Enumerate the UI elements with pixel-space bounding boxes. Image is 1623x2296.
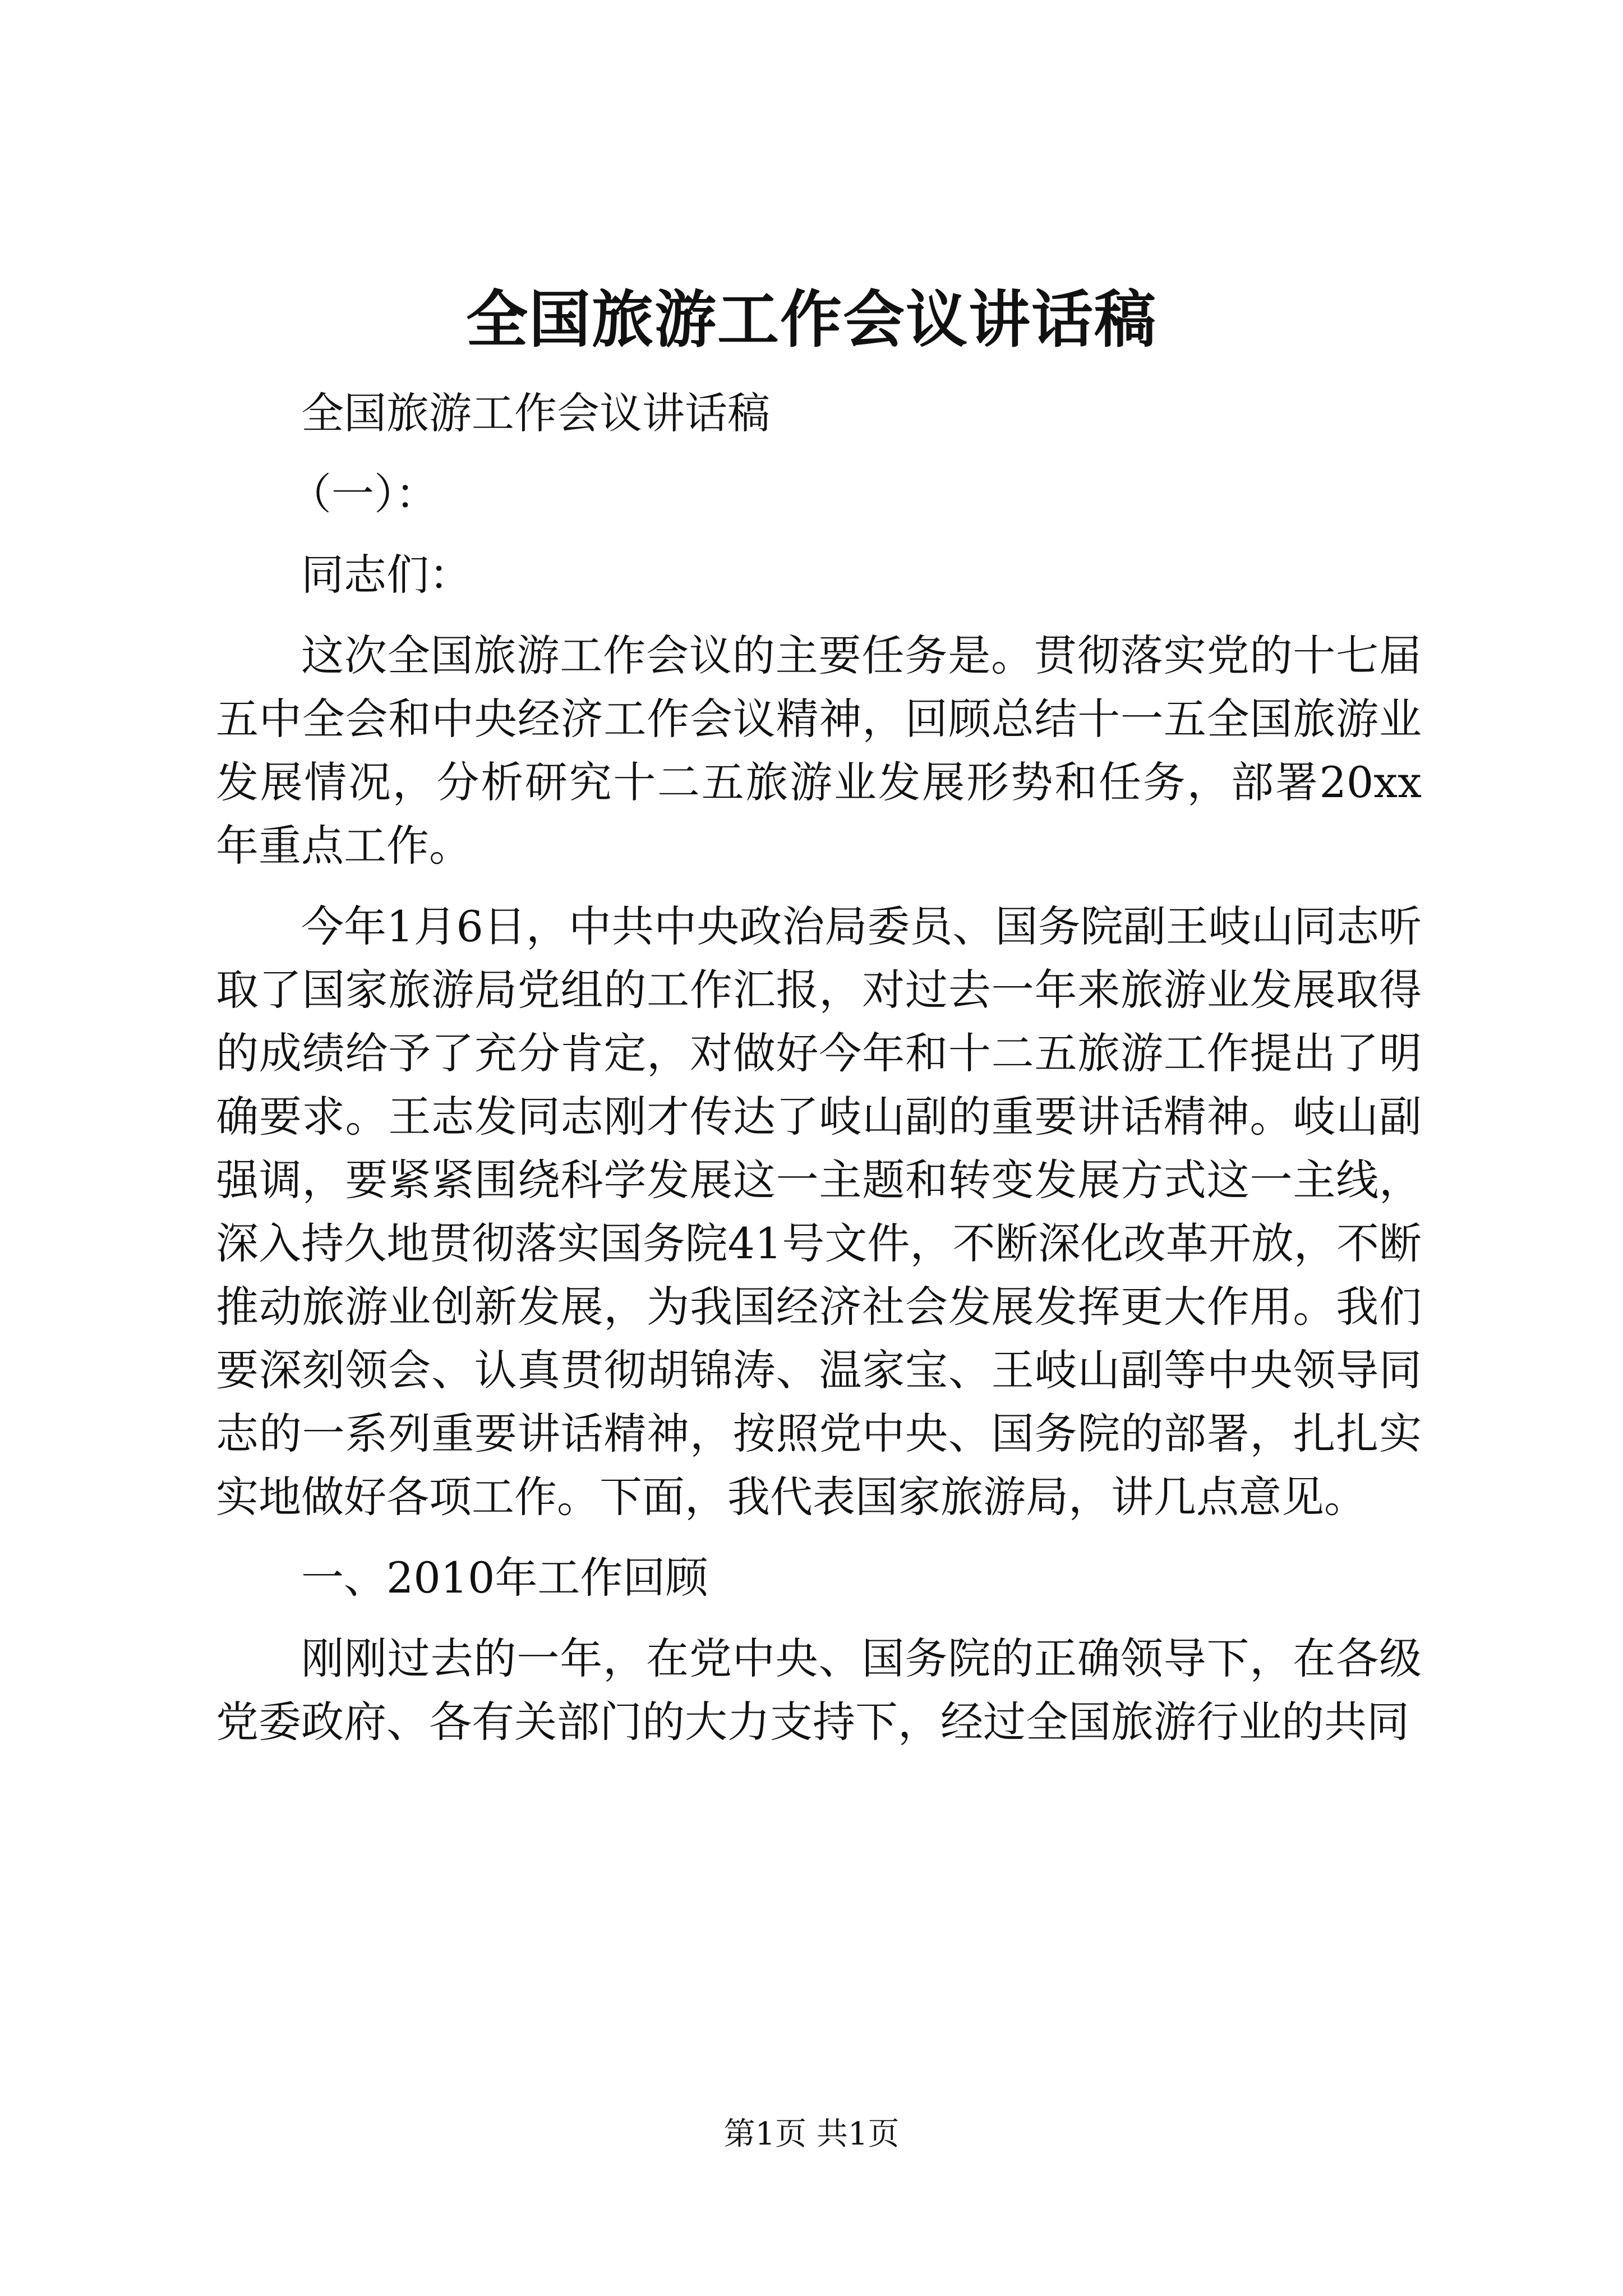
paragraph-salutation: 同志们： bbox=[301, 550, 472, 600]
paragraph-subtitle: 全国旅游工作会议讲话稿 bbox=[301, 388, 770, 438]
document-title: 全国旅游工作会议讲话稿 bbox=[466, 283, 1157, 356]
paragraph-body-1: 这次全国旅游工作会议的主要任务是。贯彻落实党的十七届五中全会和中央经济工作会议精神，回顾总结十一五全国旅游业发展情况，分析研究十二五旅游业发展形势和任务，部署20xx年重点工作。 bbox=[216, 631, 1422, 871]
paragraph-heading-review: 一、2010年工作回顾 bbox=[301, 1553, 708, 1603]
paragraph-body-3: 刚刚过去的一年，在党中央、国务院的正确领导下，在各级党委政府、各有关部门的大力支持下，经过全国旅游行业的共同 bbox=[216, 1634, 1422, 1747]
document-body bbox=[216, 381, 1422, 1771]
paragraph-body-2: 今年1月6日，中共中央政治局委员、国务院副王岐山同志听取了国家旅游局党组的工作汇报，对过去一年来旅游业发展取得的成绩给予了充分肯定，对做好今年和十二五旅游工作提出了明确要求。王志发同志刚才传达了岐山副的重要讲话精神。岐山副强调，要紧紧围绕科学发展这一主题和转变发展方式这一主线，深入持久地贯彻落实国务院41号文件，不断深化改革开放，不断推动旅游业创新发展，为我国经济社会发展发挥更大作用。我们要深刻领会、认真贯彻胡锦涛、温家宝、王岐山副等中央领导同志的一系列重要讲话精神，按照党中央、国务院的部署，扎扎实实地做好各项工作。下面，我代表国家旅游局，讲几点意见。 bbox=[216, 901, 1422, 1522]
paragraph-section-marker: （一）： bbox=[289, 469, 438, 519]
page-footer: 第1页 共1页 bbox=[723, 2116, 900, 2152]
